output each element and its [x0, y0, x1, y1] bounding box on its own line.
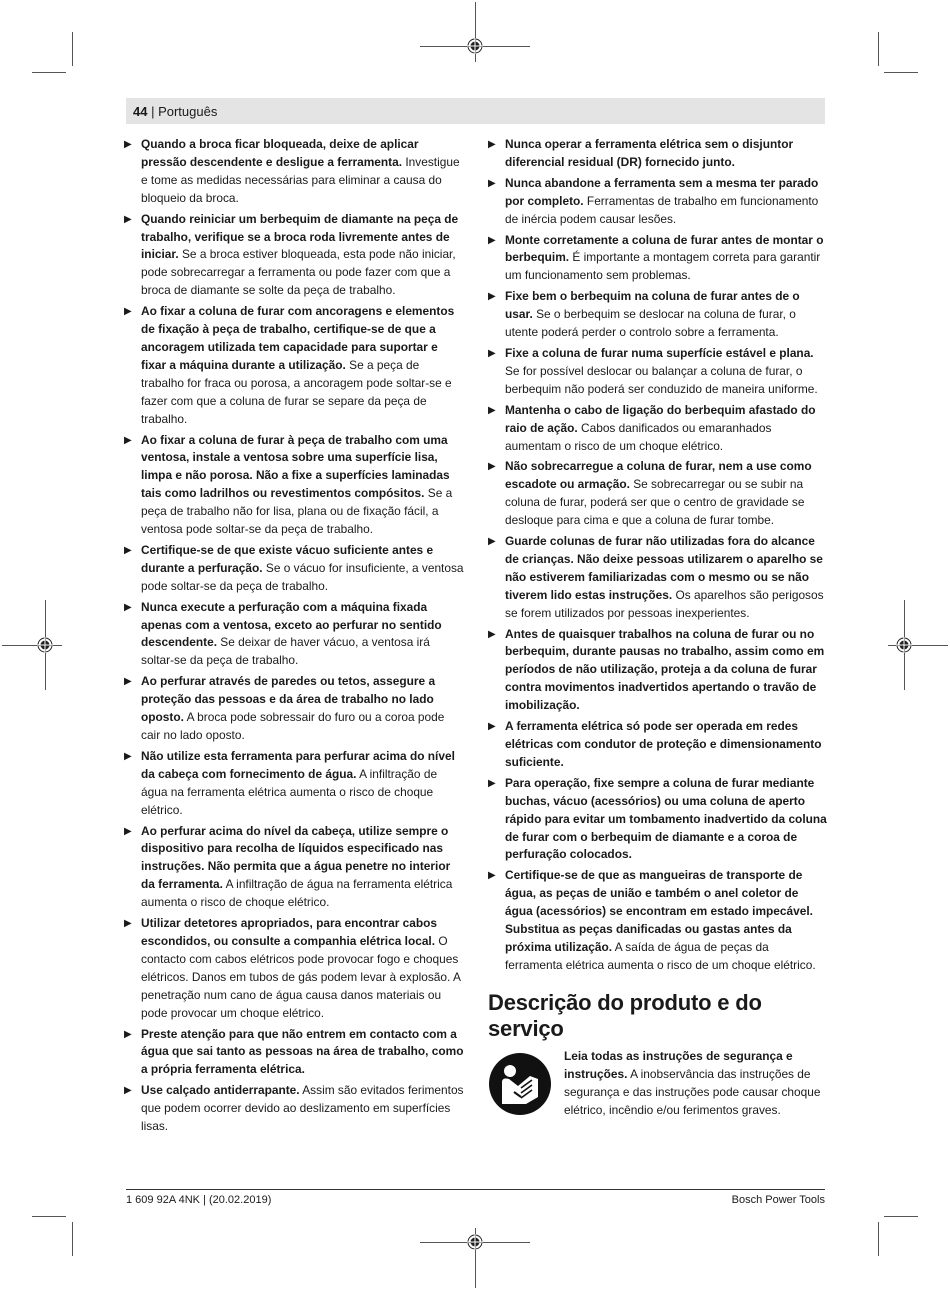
bullet-icon: ▶ — [488, 461, 496, 473]
safety-item-bold: Para operação, fixe sempre a coluna de furar mediante buchas, vácuo (acessórios) ou uma coluna de aperto rápido para evitar um tombamento inadvertido da coluna de furar com o berbequim de diamante e a coroa de perfuração colocados. — [505, 775, 827, 862]
safety-item — [122, 303, 464, 428]
safety-item — [486, 232, 828, 286]
bullet-icon: ▶ — [124, 601, 132, 613]
safety-item-bold: A ferramenta elétrica só pode ser operada em redes elétricas com condutor de proteção e dimensionamento suficiente. — [505, 719, 822, 769]
bullet-icon: ▶ — [488, 177, 496, 189]
safety-item-bold: Quando a broca ficar bloqueada, deixe de aplicar pressão descendente e desligue a ferramenta. — [141, 137, 419, 169]
registration-mark-icon — [37, 637, 53, 653]
bullet-icon: ▶ — [124, 750, 132, 762]
safety-item-bold: Utilizar detetores apropriados, para encontrar cabos escondidos, ou consulte a companhia elétrica local. — [141, 916, 438, 948]
bullet-icon: ▶ — [124, 1028, 132, 1040]
crop-mark — [884, 72, 918, 73]
safety-item-bold: Ao perfurar através de paredes ou tetos, assegure a proteção das pessoas e da área de trabalho no lado oposto. — [141, 674, 436, 725]
registration-mark-icon — [896, 637, 912, 653]
safety-item — [122, 915, 464, 1022]
safety-item-text: Investigue e tome as medidas necessárias para eliminar a causa do bloqueio da broca. — [141, 154, 460, 205]
safety-item-bold: Mantenha o cabo de ligação do berbequim afastado do raio de ação. — [505, 402, 816, 435]
safety-item-text: A saída de água de peças da ferramenta elétrica aumenta o risco de um choque elétrico. — [505, 939, 816, 972]
read-manual-icon — [488, 1052, 552, 1116]
registration-mark-icon — [467, 1234, 483, 1250]
crop-mark — [884, 1216, 918, 1217]
safety-item — [486, 175, 828, 229]
read-instructions-bold: Leia todas as instruções de segurança e instruções. — [564, 1048, 793, 1081]
safety-item-text: A broca pode sobressair do furo ou a coroa pode cair no lado oposto. — [141, 710, 445, 742]
safety-item — [486, 288, 828, 342]
safety-item-bold: Certifique-se de que as mangueiras de transporte de água, as peças de união e também o anel coletor de água (acessórios) se encontram em estado impecável. Substitua as peças danificadas ou gastas antes da próxima utilização. — [505, 868, 813, 954]
safety-item-bold: Nunca operar a ferramenta elétrica sem o disjuntor diferencial residual (DR) fornecido junto. — [505, 137, 794, 169]
crop-mark — [2, 645, 62, 646]
bullet-icon: ▶ — [488, 234, 496, 246]
safety-item — [122, 823, 464, 913]
safety-item — [122, 542, 464, 596]
safety-item — [122, 1026, 464, 1080]
bullet-icon: ▶ — [124, 544, 132, 556]
safety-item-bold: Use calçado antiderrapante. — [141, 1083, 300, 1098]
crop-mark — [72, 1222, 73, 1256]
safety-item-bold: Guarde colunas de furar não utilizadas fora do alcance de crianças. Não deixe pessoas utilizarem o aparelho se não estiverem familiarizadas com o mesmo ou se não tiverem lido estas instruções. — [505, 534, 823, 602]
safety-item — [486, 626, 828, 716]
page-number: 44 — [133, 104, 148, 119]
crop-mark — [878, 1222, 879, 1256]
crop-mark — [32, 1216, 66, 1217]
safety-item-text: Se a peça de trabalho não for lisa, plana ou de fixação fácil, a ventosa pode soltar-se da peça de trabalho. — [141, 486, 453, 537]
bullet-icon: ▶ — [124, 306, 132, 318]
safety-item-bold: Monte corretamente a coluna de furar antes de montar o berbequim. — [505, 232, 824, 265]
safety-item-bold: Certifique-se de que existe vácuo suficiente antes e durante a perfuração. — [141, 542, 434, 575]
safety-item — [122, 599, 464, 671]
footer-rule — [126, 1189, 825, 1190]
safety-item-bold: Nunca abandone a ferramenta sem a mesma ter parado por completo. — [505, 175, 819, 208]
safety-item-text: É importante a montagem correta para garantir um funcionamento sem problemas. — [505, 250, 821, 283]
bullet-icon: ▶ — [488, 777, 496, 789]
safety-item — [486, 867, 828, 974]
bullet-icon: ▶ — [124, 825, 132, 837]
safety-item-text: A infiltração de água na ferramenta elétrica aumenta o risco de choque elétrico. — [141, 877, 453, 910]
safety-item-bold: Ao fixar a coluna de furar com ancoragens e elementos de fixação à peça de trabalho, certifique-se de que a ancoragem utilizada tem capacidade para suportar e fixar a máquina durante a utilização. — [141, 304, 455, 372]
right-column — [486, 136, 828, 1134]
safety-item-bold: Ao perfurar acima do nível da cabeça, utilize sempre o dispositivo para recolha de líquidos especificado nas instruções. Não permita que a água penetre no interior da ferramenta. — [141, 823, 451, 892]
safety-item — [486, 402, 828, 456]
crop-mark — [72, 32, 73, 66]
safety-item — [122, 1082, 464, 1136]
safety-item-text: Se a broca estiver bloqueada, esta pode não iniciar, pode sobrecarregar a ferramenta ou pode fazer com que a broca de diamante se solte da peça de trabalho. — [141, 247, 456, 298]
safety-item — [122, 432, 464, 539]
bullet-icon: ▶ — [488, 628, 496, 640]
safety-item-bold: Ao fixar a coluna de furar à peça de trabalho com uma ventosa, instale a ventosa sobre uma superfície lisa, limpa e não porosa. Não a fixe a superfícies laminadas tais como ladrilhos ou revestimentos compósitos. — [141, 432, 450, 501]
section-title: Descrição do produto e do serviço — [488, 989, 762, 1041]
safety-item-text: Assim são evitados ferimentos que podem ocorrer devido ao deslizamento em superfícies lisas. — [141, 1083, 464, 1134]
bullet-icon: ▶ — [488, 139, 496, 150]
bullet-icon: ▶ — [488, 404, 496, 416]
bullet-icon: ▶ — [488, 347, 496, 359]
footer-doc-id: 1 609 92A 4NK | (20.02.2019) — [126, 1194, 272, 1206]
bullet-icon: ▶ — [124, 676, 132, 688]
bullet-icon: ▶ — [124, 213, 132, 225]
safety-item-text: A infiltração de água na ferramenta elétrica aumenta o risco de choque elétrico. — [141, 766, 438, 817]
safety-item-text: Se o vácuo for insuficiente, a ventosa pode soltar-se da peça de trabalho. — [141, 560, 464, 593]
crop-mark — [32, 72, 66, 73]
left-column — [122, 136, 464, 1139]
footer-brand: Bosch Power Tools — [731, 1194, 825, 1206]
safety-item-text: Se sobrecarregar ou se subir na coluna de furar, poderá ser que o centro de gravidade se desloque para cima e que a coluna de furar tombe. — [505, 477, 805, 528]
bullet-icon: ▶ — [124, 434, 132, 446]
safety-item — [122, 748, 464, 820]
crop-mark — [878, 32, 879, 66]
safety-item-bold: Fixe bem o berbequim na coluna de furar antes de o usar. — [505, 289, 800, 322]
bullet-icon: ▶ — [488, 291, 496, 303]
safety-item-text: Os aparelhos são perigosos se forem utilizados por pessoas inexperientes. — [505, 587, 824, 620]
safety-item-bold: Preste atenção para que não entrem em contacto com a água que sai tanto as pessoas na área de trabalho, como a própria ferramenta elétrica. — [141, 1026, 464, 1077]
safety-item-text: Ferramentas de trabalho em funcionamento de inércia podem causar lesões. — [505, 193, 819, 226]
safety-item — [122, 136, 464, 208]
page-header — [133, 104, 217, 120]
safety-item-text: O contacto com cabos elétricos pode provocar fogo e choques elétricos. Danos em tubos de gás podem levar à explosão. A penetração num cano de água causa danos materiais ou pode provocar um choque elétrico. — [141, 933, 461, 1020]
safety-item-bold: Nunca execute a perfuração com a máquina fixada apenas com a ventosa, exceto ao perfurar no sentido descendente. — [141, 599, 442, 650]
safety-item — [122, 673, 464, 745]
safety-item-bold: Não sobrecarregue a coluna de furar, nem a use como escadote ou armação. — [505, 459, 812, 492]
safety-item — [486, 533, 828, 623]
safety-item — [486, 136, 828, 172]
read-instructions-text: A inobservância das instruções de segurança e das instruções pode causar choque elétrico, incêndio e/ou ferimentos graves. — [564, 1066, 821, 1117]
read-instructions-block — [486, 1048, 828, 1134]
bullet-icon: ▶ — [124, 1085, 132, 1097]
safety-item-text: Cabos danificados ou emaranhados aumentam o risco de um choque elétrico. — [505, 420, 772, 453]
safety-item-text: Se o berbequim se deslocar na coluna de furar, o utente poderá perder o controlo sobre a ferramenta. — [505, 307, 796, 340]
safety-item — [486, 458, 828, 530]
safety-item-text: Se for possível deslocar ou balançar a coluna de furar, o berbequim não poderá ser conduzido de maneira uniforme. — [505, 363, 818, 396]
page-header-bar — [126, 98, 825, 124]
registration-mark-icon — [467, 38, 483, 54]
bullet-icon: ▶ — [488, 870, 496, 882]
bullet-icon: ▶ — [488, 536, 496, 548]
safety-item-bold: Fixe a coluna de furar numa superfície estável e plana. — [505, 345, 814, 360]
safety-item-bold: Não utilize esta ferramenta para perfurar acima do nível da cabeça com fornecimento de água. — [141, 748, 455, 781]
safety-item-bold: Antes de quaisquer trabalhos na coluna de furar ou no berbequim, durante pausas no trabalho, assim como em períodos de não utilização, proteja a da coluna de furar contra movimentos inadvertidos apertando o travão de imobilização. — [505, 626, 825, 713]
safety-item-text: Se a peça de trabalho for fraca ou porosa, a ancoragem pode soltar-se e fazer com que a coluna de furar se separe da peça de trabalho. — [141, 357, 452, 426]
safety-item — [486, 345, 828, 399]
header-language: Português — [158, 104, 218, 119]
header-separator: | — [147, 104, 159, 119]
safety-item — [486, 718, 828, 772]
safety-item-text: Se deixar de haver vácuo, a ventosa irá soltar-se da peça de trabalho. — [141, 635, 430, 668]
safety-item-bold: Quando reiniciar um berbequim de diamante na peça de trabalho, verifique se a broca roda livremente antes de iniciar. — [141, 211, 459, 262]
bullet-icon: ▶ — [124, 139, 132, 150]
bullet-icon: ▶ — [124, 918, 132, 930]
safety-item — [486, 775, 828, 865]
safety-item — [122, 211, 464, 301]
bullet-icon: ▶ — [488, 721, 496, 733]
